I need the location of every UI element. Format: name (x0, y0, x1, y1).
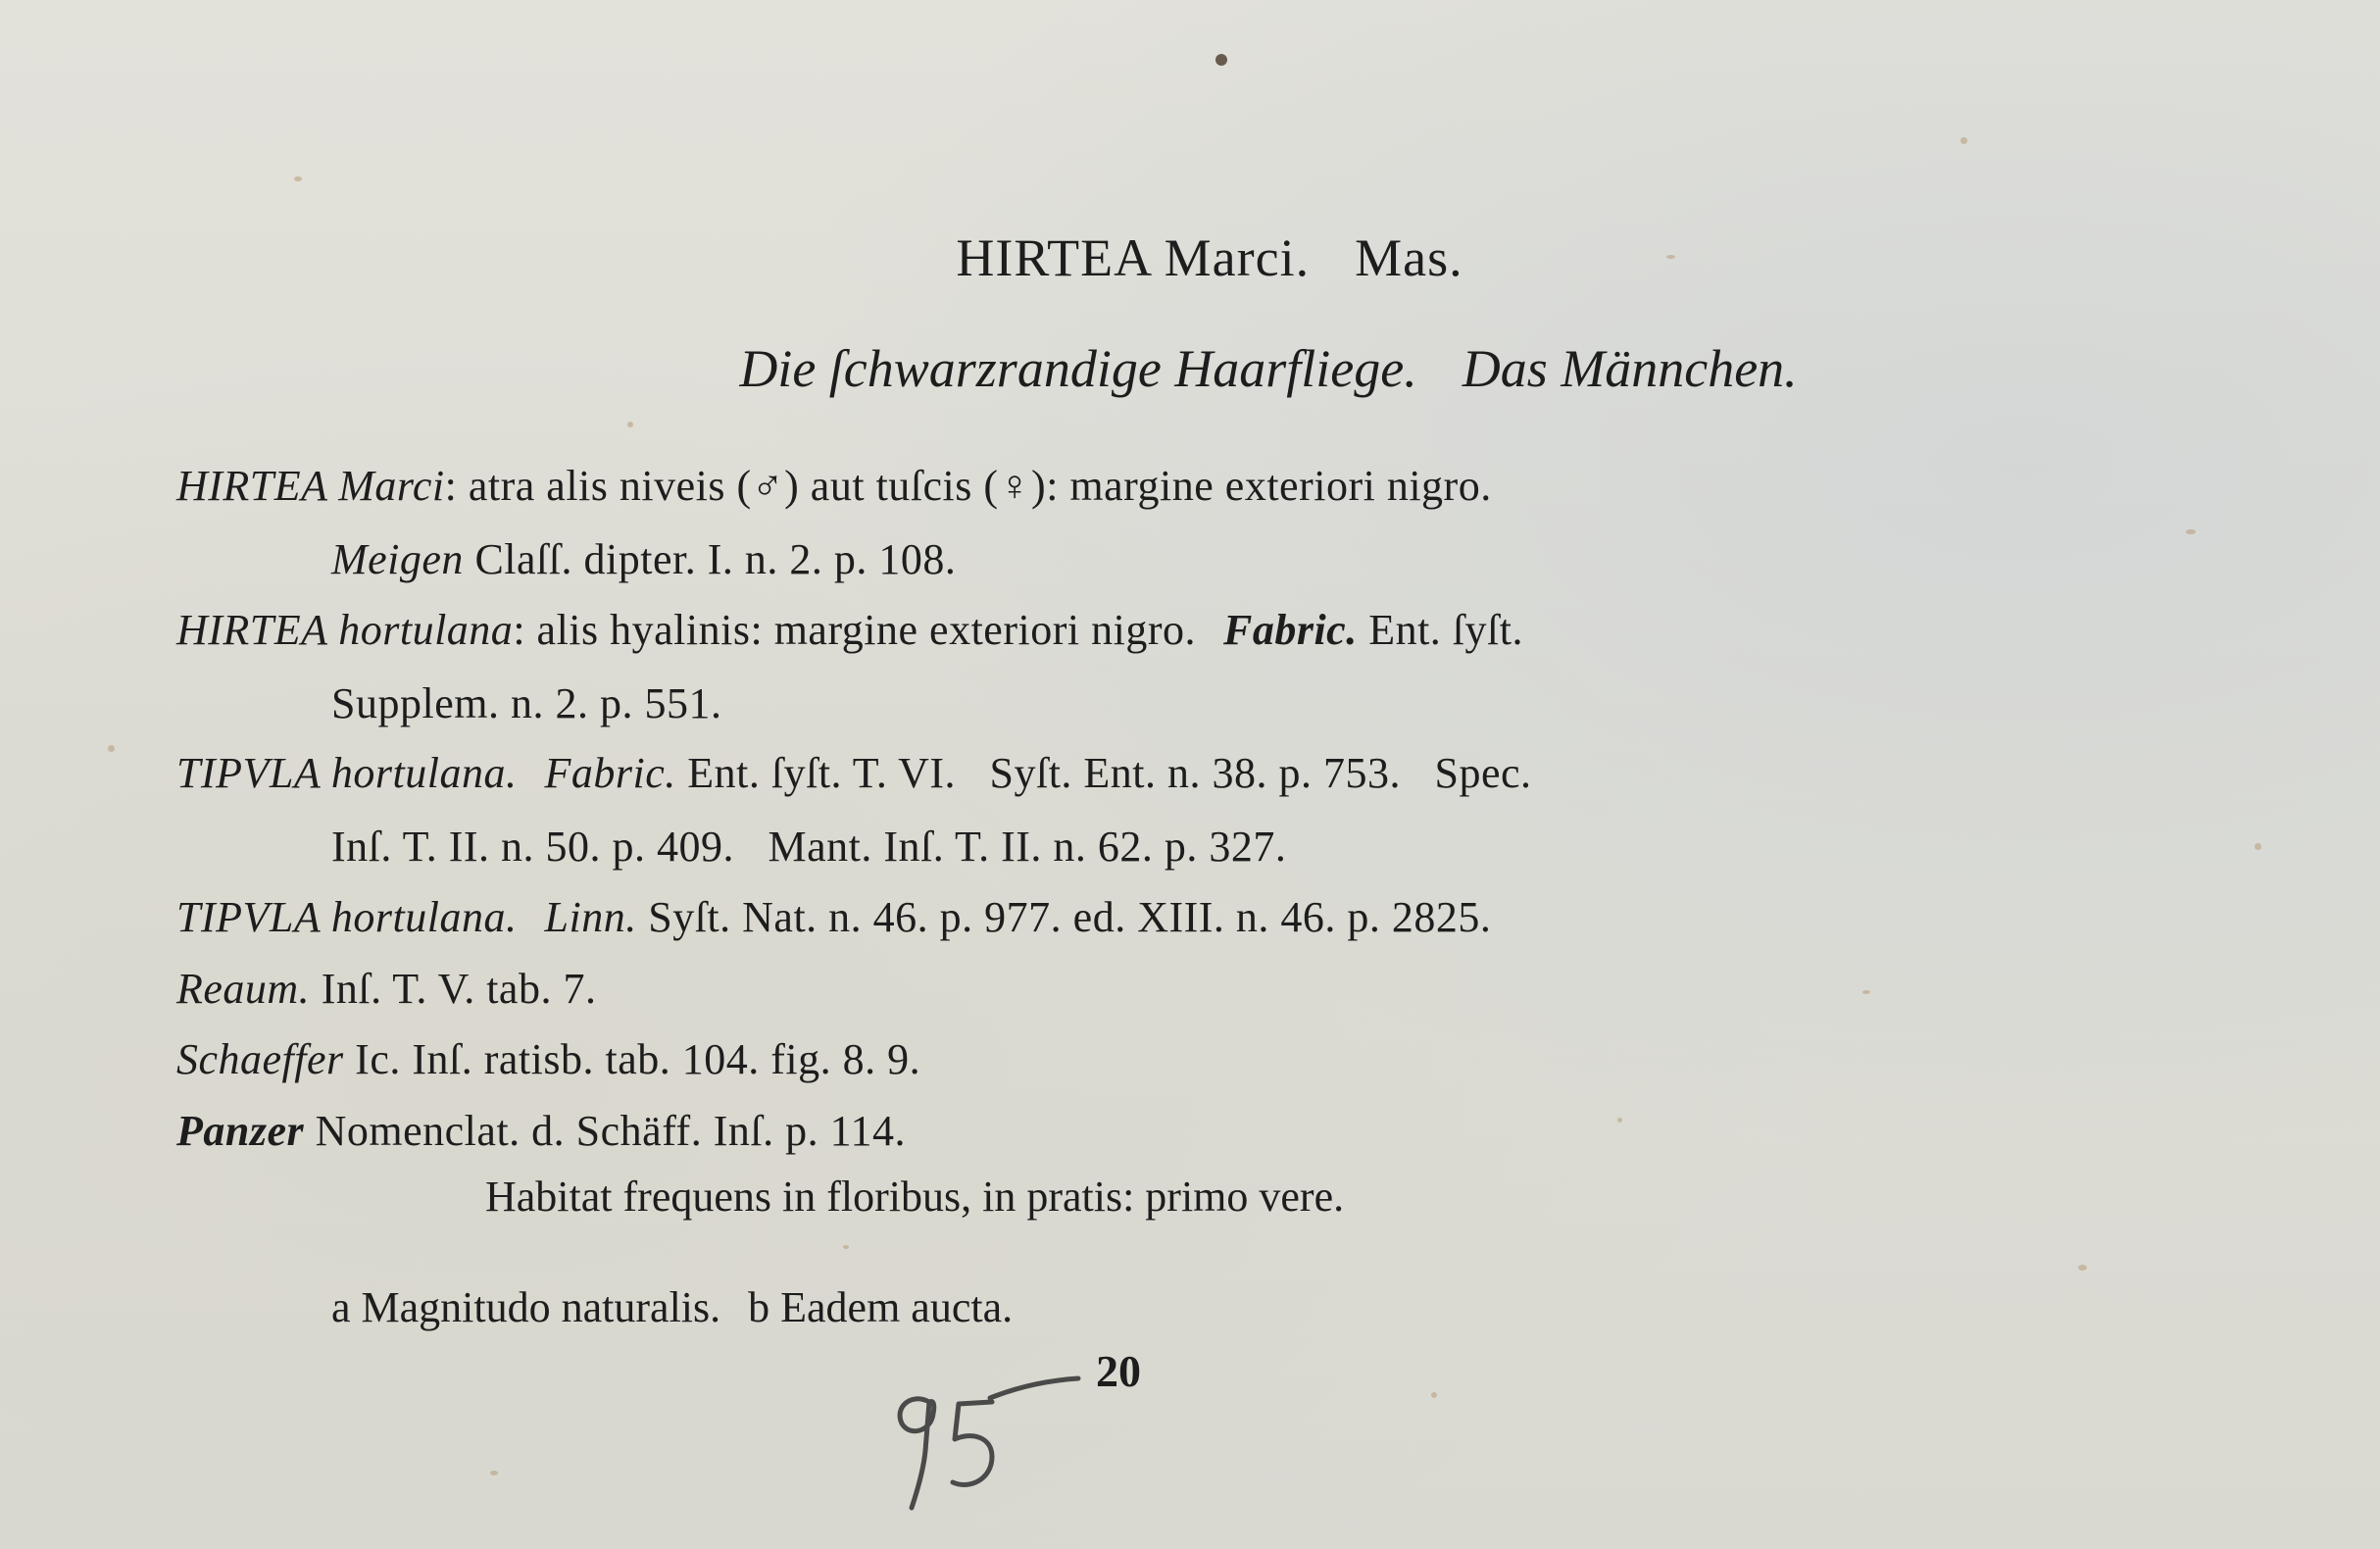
taxon-name: TIPVLA hortulana. (176, 893, 518, 941)
synonym-line (176, 748, 1532, 798)
taxon-name: Panzer (176, 1107, 305, 1155)
reference-author: Fabric. (544, 749, 676, 797)
reference-text: Syſt. Nat. n. 46. p. 977. ed. XIII. n. 46. p. 2825. (648, 893, 1492, 941)
paper-speck (2255, 843, 2261, 850)
caption-b: b Eadem aucta. (748, 1283, 1014, 1331)
taxon-name: HIRTEA hortulana (176, 606, 514, 654)
synonym-line (176, 964, 596, 1014)
reference-text: Inſ. T. V. tab. 7. (321, 965, 597, 1013)
title-sex: Mas. (1355, 228, 1463, 287)
reference-author: Linn. (544, 893, 637, 941)
paper-speck (1862, 990, 1870, 994)
taxon-description: : alis hyalinis: margine exteriori nigro. (513, 606, 1196, 654)
taxon-description: : atra alis niveis (♂) aut tuſcis (♀): margine exteriori nigro. (444, 462, 1492, 510)
taxon-name: Schaeffer (176, 1035, 344, 1083)
paper-speck (490, 1471, 498, 1475)
synonym-reference-line (331, 822, 1286, 872)
paper-speck (2186, 529, 2196, 534)
subtitle-german-name: Die ſchwarzrandige Haarfliege. (739, 339, 1417, 398)
paper-speck (843, 1245, 849, 1249)
reference-text: Nomenclat. d. Schäff. Inſ. p. 114. (315, 1107, 906, 1155)
subtitle-german-sex: Das Männchen. (1462, 339, 1798, 398)
synonym-line (176, 605, 1523, 655)
page-number: 20 (1096, 1346, 1141, 1396)
paper-speck (1617, 1118, 1622, 1123)
reference-author: Meigen (331, 535, 464, 583)
paper-speck (1215, 54, 1227, 66)
taxon-name: HIRTEA Marci (176, 462, 445, 510)
title-genus: HIRTEA Marci. (956, 228, 1311, 287)
reference-text: Ent. ſyſt. T. VI. Syſt. Ent. n. 38. p. 753. Spec. (687, 749, 1532, 797)
paper-speck (108, 745, 115, 752)
taxon-name: Reaum. (176, 965, 311, 1013)
synonym-line (176, 1106, 906, 1156)
synonym-line (176, 461, 1492, 511)
paper-speck (1960, 137, 1967, 144)
paper-speck (627, 422, 633, 427)
caption-a: a Magnitudo naturalis. (331, 1283, 721, 1331)
reference-text: Supplem. n. 2. p. 551. (331, 679, 722, 727)
reference-text: Ic. Inſ. ratisb. tab. 104. fig. 8. 9. (355, 1035, 921, 1083)
synonym-reference-line (331, 678, 721, 728)
reference-text: Inſ. T. II. n. 50. p. 409. Mant. Inſ. T. II. n. 62. p. 327. (331, 823, 1287, 871)
handwritten-note (882, 1363, 1098, 1520)
reference-text: Ent. ſyſt. (1368, 606, 1523, 654)
synonym-line (176, 892, 1491, 942)
habitat-line: Habitat frequens in floribus, in pratis: primo vere. (485, 1173, 1345, 1221)
reference-author: Fabric. (1222, 606, 1358, 654)
taxon-name: TIPVLA hortulana. (176, 749, 518, 797)
paper-speck (294, 176, 302, 181)
reference-text: Claſſ. dipter. I. n. 2. p. 108. (474, 535, 957, 583)
page-subtitle (0, 338, 2380, 399)
paper-speck (2078, 1265, 2087, 1271)
page-title (0, 227, 2380, 288)
paper-speck (1431, 1392, 1437, 1398)
synonym-reference-line (331, 534, 956, 584)
synonym-line (176, 1034, 920, 1084)
figure-caption (331, 1282, 1013, 1332)
